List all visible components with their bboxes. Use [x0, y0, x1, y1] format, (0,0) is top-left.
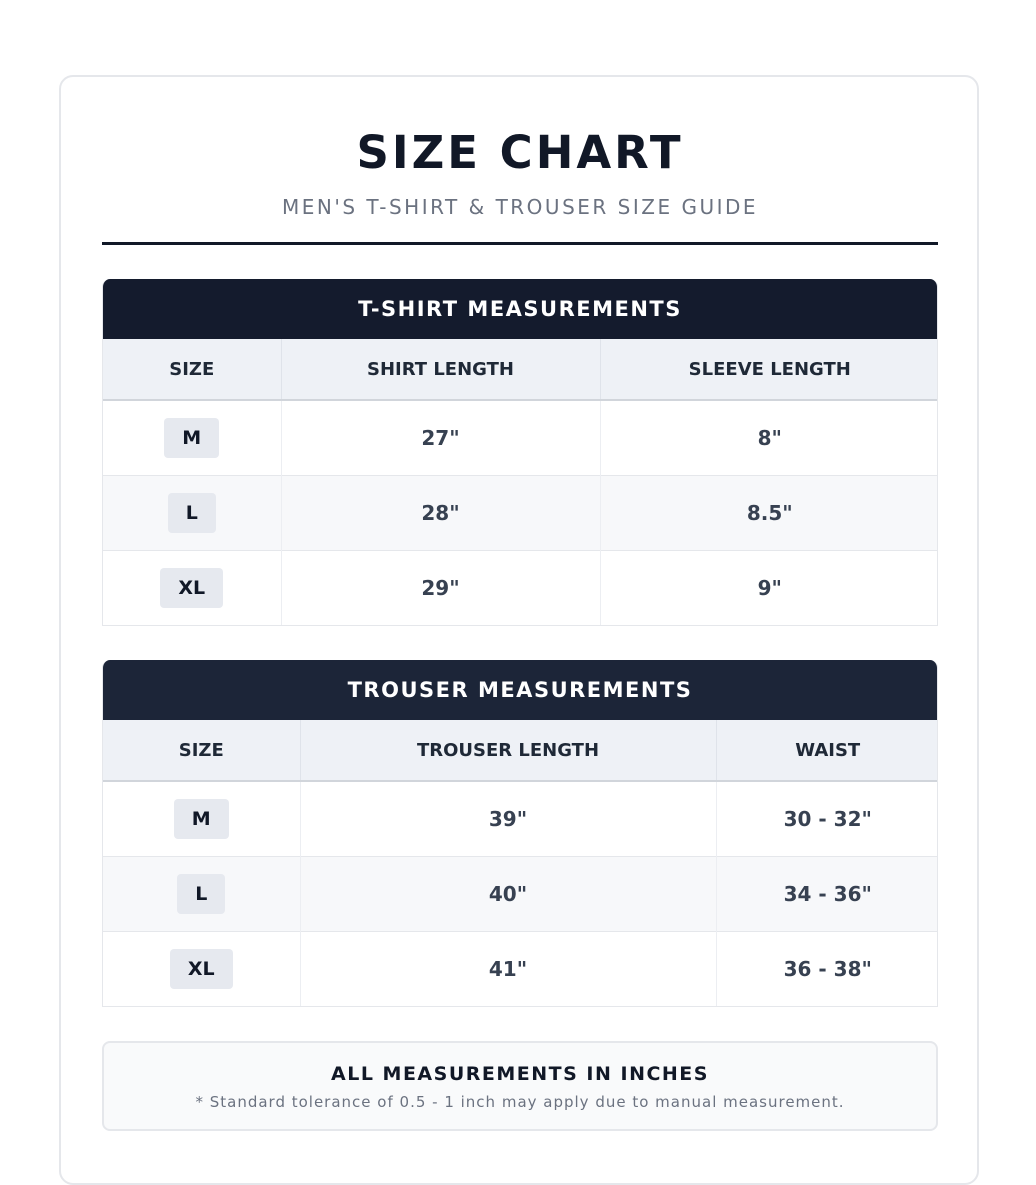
shirt-length-cell: 29" [281, 550, 600, 625]
size-chart-content [102, 77, 938, 1131]
size-cell [103, 475, 281, 550]
note-title: ALL MEASUREMENTS IN INCHES [331, 1063, 709, 1085]
column-header-size: SIZE [103, 339, 281, 400]
table-row [103, 781, 938, 856]
waist-cell: 34 - 36" [716, 856, 938, 931]
trouser-header-row [103, 720, 938, 781]
column-header-shirt-length: SHIRT LENGTH [281, 339, 600, 400]
table-row [103, 550, 938, 625]
tshirt-table-title: T-SHIRT MEASUREMENTS [103, 279, 937, 339]
measurement-note [102, 1041, 938, 1131]
trouser-table [103, 720, 938, 1006]
page-subtitle: MEN'S T-SHIRT & TROUSER SIZE GUIDE [281, 195, 759, 219]
size-badge: XL [170, 949, 233, 989]
sleeve-length-cell: 9" [600, 550, 938, 625]
table-row [103, 475, 938, 550]
note-subtitle: * Standard tolerance of 0.5 - 1 inch may apply due to manual measurement. [195, 1093, 845, 1111]
shirt-length-cell: 28" [281, 475, 600, 550]
tshirt-header-row [103, 339, 938, 400]
size-badge: L [177, 874, 225, 914]
column-header-size: SIZE [103, 720, 300, 781]
shirt-length-cell: 27" [281, 400, 600, 475]
size-cell [103, 550, 281, 625]
tshirt-table [103, 339, 938, 625]
size-cell [103, 856, 300, 931]
trouser-length-cell: 40" [300, 856, 716, 931]
column-header-trouser-length: TROUSER LENGTH [300, 720, 716, 781]
size-cell [103, 931, 300, 1006]
sleeve-length-cell: 8.5" [600, 475, 938, 550]
size-badge: XL [160, 568, 223, 608]
waist-cell: 36 - 38" [716, 931, 938, 1006]
page-title: SIZE CHART [356, 126, 684, 179]
trouser-table-section [102, 660, 938, 1007]
table-row [103, 931, 938, 1006]
tshirt-table-section [102, 279, 938, 626]
size-cell [103, 781, 300, 856]
waist-cell: 30 - 32" [783, 806, 872, 831]
size-badge: M [164, 418, 219, 458]
size-badge: L [168, 493, 216, 533]
table-row [103, 856, 938, 931]
size-chart-card [59, 75, 979, 1185]
column-header-sleeve-length: SLEEVE LENGTH [600, 339, 938, 400]
size-badge: M [174, 799, 229, 839]
sleeve-length-cell: 8" [757, 425, 782, 450]
trouser-table-title: TROUSER MEASUREMENTS [103, 660, 937, 720]
size-cell [103, 400, 281, 475]
table-row [103, 400, 938, 475]
trouser-length-cell: 39" [300, 781, 716, 856]
title-divider [102, 242, 938, 245]
trouser-length-cell: 41" [300, 931, 716, 1006]
column-header-waist: WAIST [716, 720, 938, 781]
